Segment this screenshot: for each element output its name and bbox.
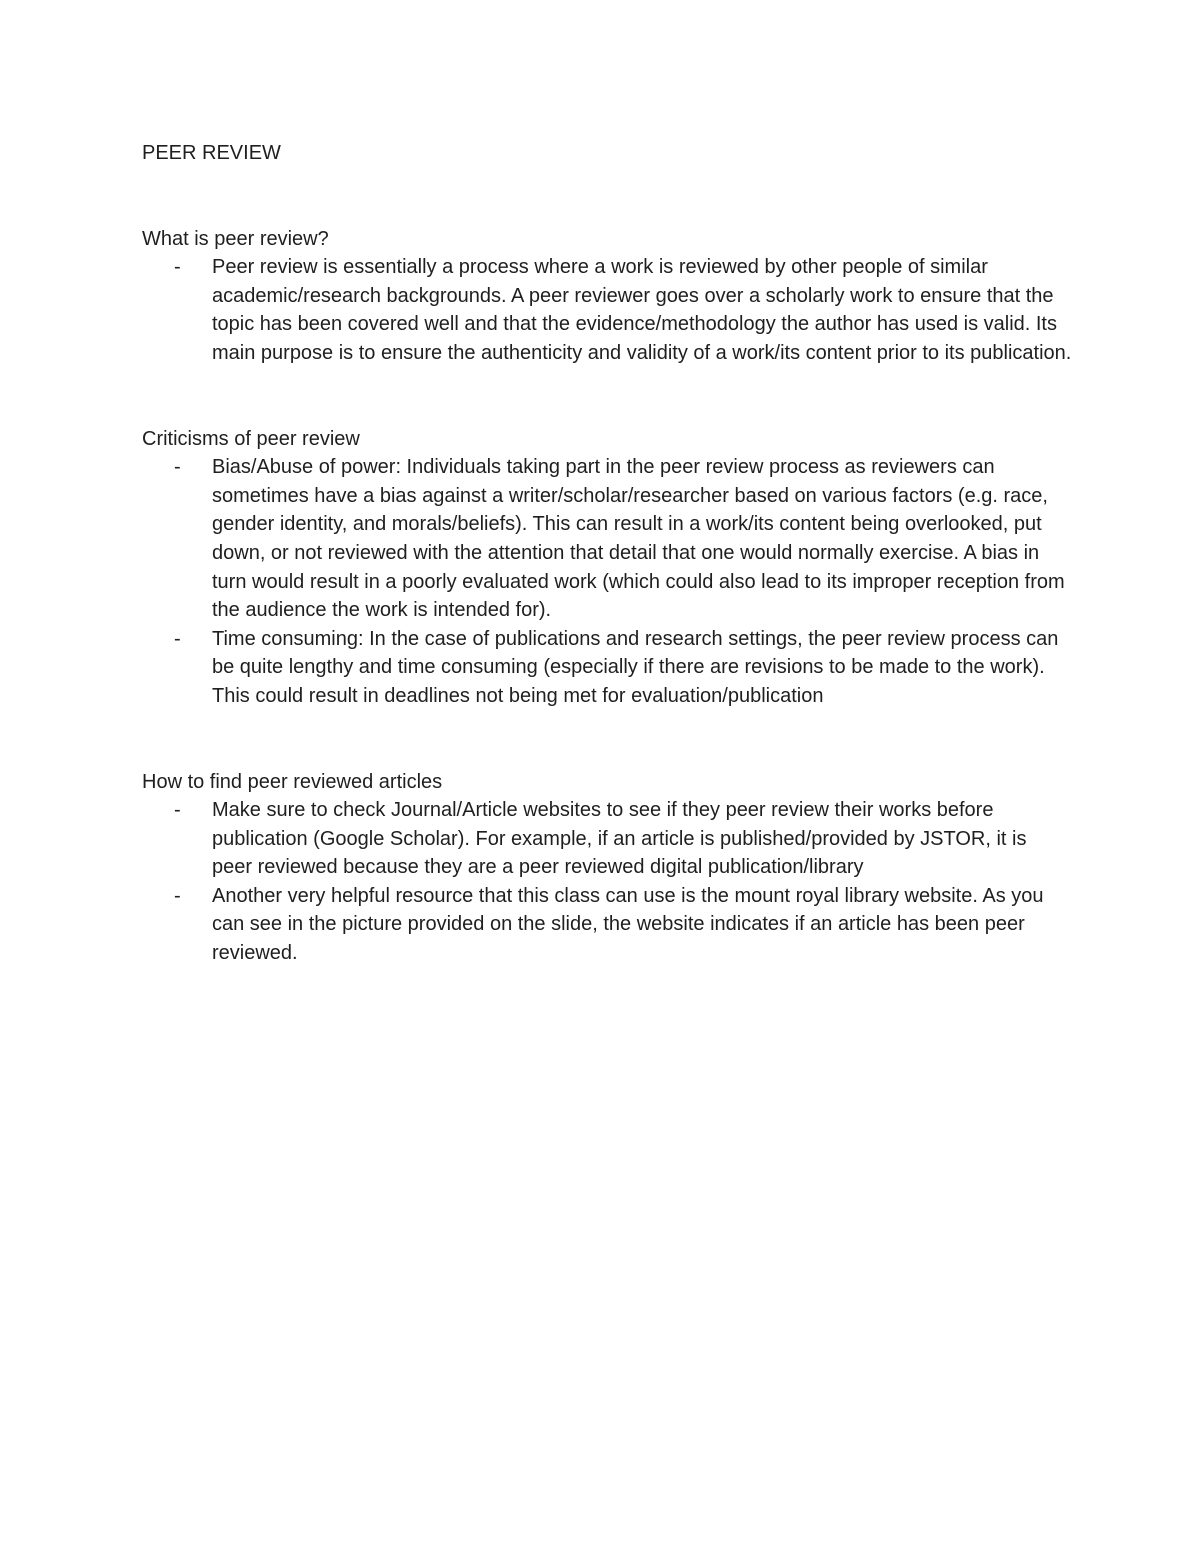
section-heading: Criticisms of peer review bbox=[142, 427, 360, 450]
bullet-dash: - bbox=[174, 884, 181, 907]
bullet-list bbox=[142, 796, 1072, 968]
bullet-dash: - bbox=[174, 799, 181, 822]
bullet-list bbox=[142, 253, 1072, 367]
bullet-dash: - bbox=[174, 256, 181, 279]
section-what-is-peer-review bbox=[142, 225, 1072, 368]
bullet-text: Make sure to check Journal/Article websites to see if they peer review their works before publication (Google Scholar). For example, if an article is published/provided by JSTOR, it is peer reviewed because they are a peer reviewed digital publication/library bbox=[212, 799, 1027, 879]
document-body bbox=[142, 139, 1072, 968]
bullet-item bbox=[142, 453, 1072, 625]
bullet-text: Time consuming: In the case of publications and research settings, the peer review process can be quite lengthy and time consuming (especially if there are revisions to be made to the work). This could result in deadlines not being met for evaluation/publication bbox=[212, 627, 1059, 707]
bullet-list bbox=[142, 453, 1072, 710]
bullet-item bbox=[142, 882, 1072, 968]
bullet-item bbox=[142, 796, 1072, 882]
bullet-text: Bias/Abuse of power: Individuals taking part in the peer review process as reviewers can sometimes have a bias against a writer/scholar/researcher based on various factors (e.g. race, gender identity, and morals/beliefs). This can result in a work/its content being overlooked, put down, or not reviewed with the attention that detail that one would normally exercise. A bias in turn would result in a poorly evaluated work (which could also lead to its improper reception from the audience the work is intended for). bbox=[212, 456, 1065, 622]
document-title: PEER REVIEW bbox=[142, 142, 281, 164]
bullet-dash: - bbox=[174, 627, 181, 650]
section-heading: How to find peer reviewed articles bbox=[142, 770, 443, 793]
section-criticisms bbox=[142, 425, 1072, 711]
section-heading: What is peer review? bbox=[142, 227, 329, 250]
bullet-text: Peer review is essentially a process where a work is reviewed by other people of similar academic/research backgrounds. A peer reviewer goes over a scholarly work to ensure that the topic has been covered well and that the evidence/methodology the author has used is valid. Its main purpose is to ensure the authenticity and validity of a work/its content prior to its publication. bbox=[212, 256, 1072, 364]
bullet-dash: - bbox=[174, 456, 181, 479]
bullet-item bbox=[142, 253, 1072, 367]
bullet-text: Another very helpful resource that this class can use is the mount royal library website. As you can see in the picture provided on the slide, the website indicates if an article has been peer reviewed. bbox=[212, 884, 1044, 965]
section-how-to-find bbox=[142, 768, 1072, 968]
bullet-item bbox=[142, 625, 1072, 711]
